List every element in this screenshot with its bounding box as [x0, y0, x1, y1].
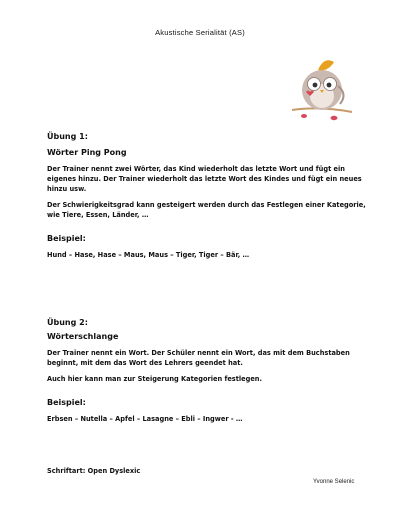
- exercise-1-subtitle: Wörter Ping Pong: [47, 148, 127, 157]
- exercise-2-paragraph-1: Der Trainer nennt ein Wort. Der Schüler nennt ein Wort, das mit dem Buchstaben beginnt, mit dem das Wort des Lehrers geendet hat.: [47, 349, 350, 367]
- exercise-2-example: Erbsen – Nutella – Apfel – Lasagne – Ebli – Ingwer - …: [47, 415, 243, 423]
- author-name: Yvonne Selenic: [313, 479, 355, 485]
- font-note: Schriftart: Open Dyslexic: [47, 467, 141, 475]
- exercise-1-paragraph-2: Der Schwierigkeitsgrad kann gesteigert werden durch das Festlegen einer Kategorie, wie Tiere, Essen, Länder, …: [47, 201, 366, 219]
- exercise-2: [47, 318, 367, 424]
- exercise-1-paragraph-1: Der Trainer nennt zwei Wörter, das Kind wiederholt das letzte Wort und fügt ein eigenes hinzu. Der Trainer wiederholt das letzte Wort des Kindes und fügt ein neues hinzu usw.: [47, 165, 362, 193]
- exercise-1: [47, 132, 367, 260]
- exercise-1-example: Hund – Hase, Hase – Maus, Maus – Tiger, Tiger – Bär, …: [47, 251, 250, 259]
- exercise-1-heading: Übung 1:: [47, 132, 88, 141]
- owl-illustration: [290, 52, 354, 128]
- exercise-2-subtitle: Wörterschlange: [47, 332, 119, 341]
- exercise-2-example-heading: Beispiel:: [47, 398, 86, 407]
- exercise-1-example-heading: Beispiel:: [47, 234, 86, 243]
- exercise-2-heading: Übung 2:: [47, 318, 88, 327]
- page-title: Akustische Serialität (AS): [155, 28, 245, 37]
- exercise-2-paragraph-2: Auch hier kann man zur Steigerung Kategorien festlegen.: [47, 375, 263, 383]
